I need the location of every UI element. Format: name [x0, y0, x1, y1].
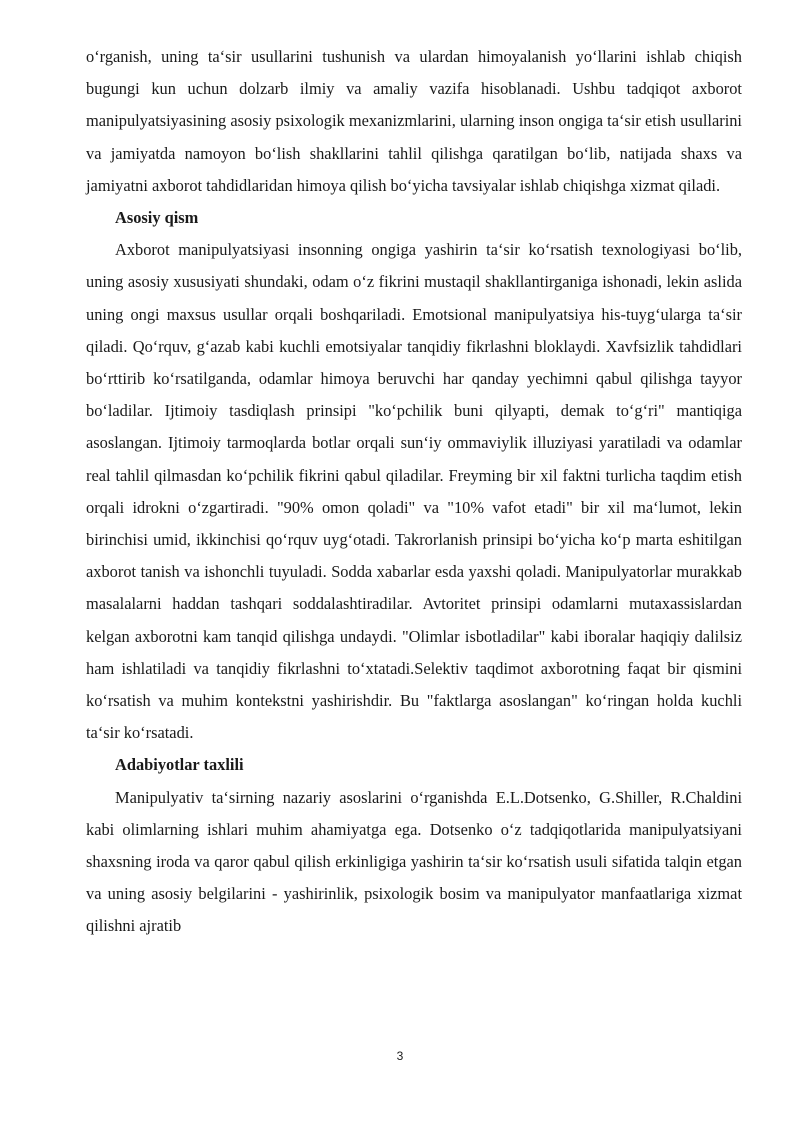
section-heading-main: Asosiy qism — [115, 208, 199, 228]
section-heading-literature: Adabiyotlar taxlili — [115, 755, 244, 775]
literature-section-paragraph: Manipulyativ ta‘sirning nazariy asoslarini o‘rganishda E.L.Dotsenko, G.Shiller, R.Chaldini kabi olimlarning ishlari muhim ahamiyatga ega. Dotsenko o‘z tadqiqotlarida manipulyatsiyani shaxsning iroda va qaror qabul qilish erkinligiga yashirin ta‘sir ko‘rsatish usuli sifatida talqin etgan va uning asosiy belgilarini - yashirinlik, psixologik bosim va manipulyator manfaatlariga xizmat qilishni ajratib — [86, 787, 742, 936]
main-section-paragraph: Axborot manipulyatsiyasi insonning ongiga yashirin ta‘sir ko‘rsatish texnologiyasi bo‘lib, uning asosiy xususiyati shundaki, odam o‘z fikrini mustaqil shakllantirganiga ishonadi, lekin aslida uning ongi maxsus usullar orqali boshqariladi. Emotsional manipulyatsiya his-tuyg‘ularga ta‘sir qiladi. Qo‘rquv, g‘azab kabi kuchli emotsiyalar tanqidiy fikrlashni bloklaydi. Xavfsizlik tahdidlari bo‘rttirib ko‘rsatilganda, odamlar himoya beruvchi har qanday yechimni qabul qilishga tayyor bo‘ladilar. Ijtimoiy tasdiqlash prinsipi "ko‘pchilik buni qilyapti, demak to‘g‘ri" mantiqiga asoslangan. Ijtimoiy tarmoqlarda botlar orqali sun‘iy ommaviylik illuziyasi yaratiladi va odamlar real tahlil qilmasdan ko‘pchilik fikrini qabul qiladilar. Freyming bir xil faktni turlicha taqdim etish orqali idrokni o‘zgartiradi. "90% omon qoladi" va "10% vafot etadi" bir xil ma‘lumot, lekin birinchisi umid, ikkinchisi qo‘rquv uyg‘otadi. Takrorlanish prinsipi bo‘yicha ko‘p marta eshitilgan axborot tanish va ishonchli tuyuladi. Sodda xabarlar esda yaxshi qoladi. Manipulyatorlar murakkab masalalarni haddan tashqari soddalashtiradilar. Avtoritet prinsipi odamlarni mutaxassislardan kelgan axborotni kam tanqid qilishga undaydi. "Olimlar isbotladilar" kabi iboralar haqiqiy dalilsiz ham ishlatiladi va tanqidiy fikrlashni to‘xtatadi.Selektiv taqdimot axborotning faqat bir qismini ko‘rsatish va muhim kontekstni yashirishdir. Bu "faktlarga asoslangan" ko‘ringan holda kuchli ta‘sir ko‘rsatadi. — [86, 240, 742, 743]
page-number: 3 — [396, 1049, 404, 1063]
document-body — [86, 41, 742, 943]
intro-continuation-paragraph: o‘rganish, uning ta‘sir usullarini tushunish va ulardan himoyalanish yo‘llarini ishlab chiqish bugungi kun uchun dolzarb ilmiy va amaliy vazifa hisoblanadi. Ushbu tadqiqot axborot manipulyatsiyasining asosiy psixologik mexanizmlarini, ularning inson ongiga ta‘sir etish usullarini va jamiyatda namoyon bo‘lish shakllarini tahlil qilishga qaratilgan bo‘lib, natijada shaxs va jamiyatni axborot tahdidlaridan himoya qilish bo‘yicha tavsiyalar ishlab chiqishga xizmat qiladi. — [86, 47, 742, 195]
